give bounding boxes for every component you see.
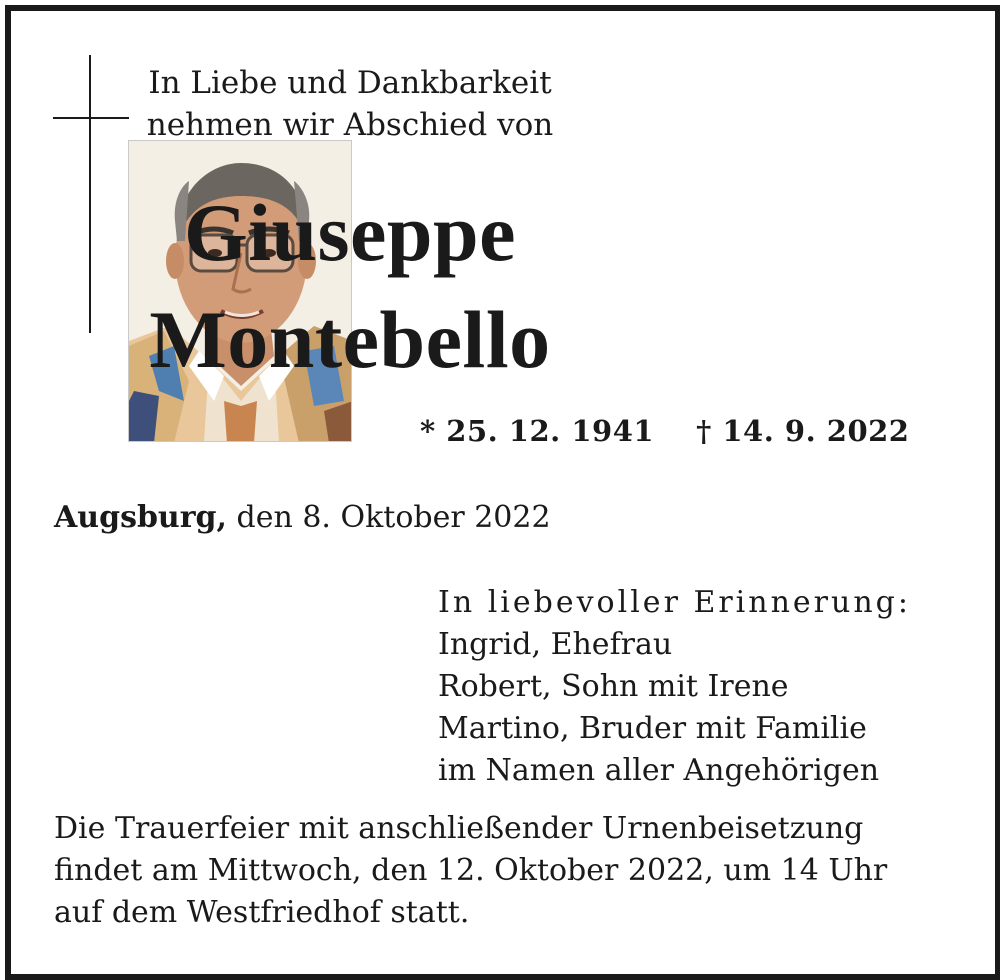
notice-date: den 8. Oktober 2022 — [236, 500, 551, 535]
family-heading: In liebevoller Erinnerung: — [438, 585, 911, 620]
service-info — [54, 808, 887, 934]
intro-line-2: nehmen wir Abschied von — [146, 107, 554, 143]
service-line-1: Die Trauerfeier mit anschließender Urnenbeisetzung — [54, 811, 864, 846]
family-member: Martino, Bruder mit Familie — [438, 711, 867, 746]
intro-line-1: In Liebe und Dankbarkeit — [148, 65, 552, 101]
family-member: Robert, Sohn mit Irene — [438, 669, 789, 704]
deceased-first-name: Giuseppe — [183, 187, 517, 278]
family-member: im Namen aller Angehörigen — [438, 753, 880, 788]
family-member: Ingrid, Ehefrau — [438, 627, 673, 662]
place-and-date — [54, 498, 551, 538]
family-block — [438, 582, 911, 792]
place: Augsburg, — [54, 500, 227, 535]
service-line-2: findet am Mittwoch, den 12. Oktober 2022, um 14 Uhr — [54, 853, 888, 888]
service-line-3: auf dem Westfriedhof statt. — [54, 895, 470, 930]
death-date: † 14. 9. 2022 — [696, 414, 910, 448]
birth-date: * 25. 12. 1941 — [420, 414, 655, 448]
deceased-last-name: Montebello — [149, 294, 551, 385]
life-dates — [420, 412, 909, 450]
